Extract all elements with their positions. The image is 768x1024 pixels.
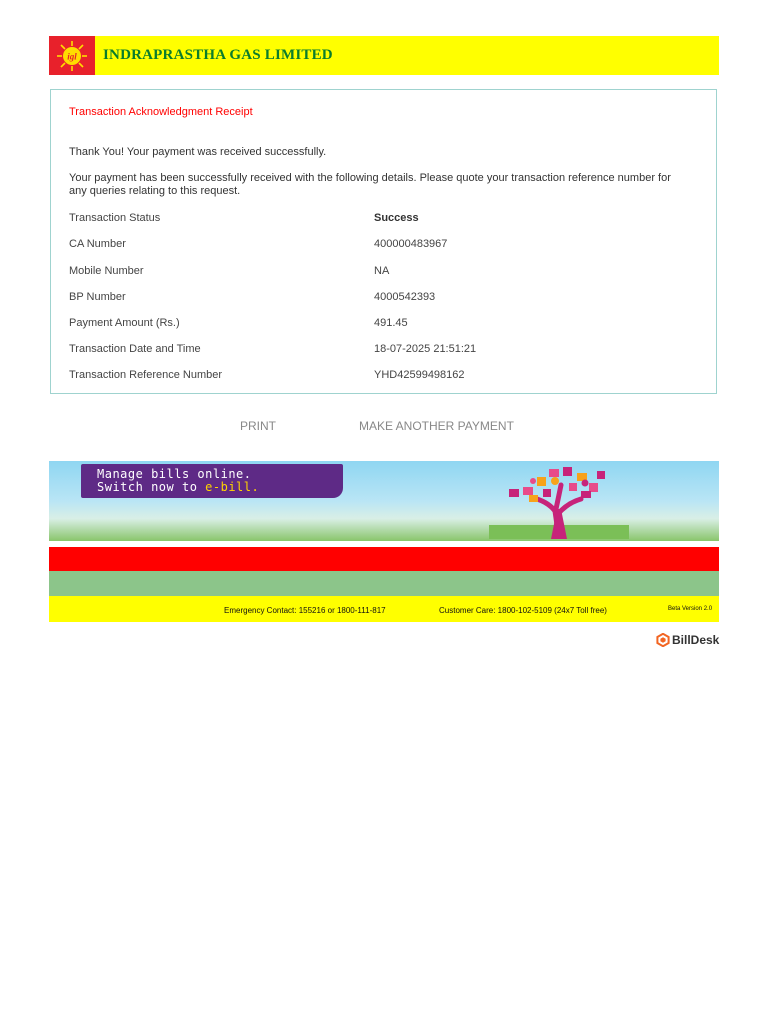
igl-logo bbox=[49, 36, 95, 75]
billdesk-text: BillDesk bbox=[672, 633, 720, 647]
footer-red-band bbox=[49, 547, 719, 571]
transaction-status-value: Success bbox=[374, 212, 419, 224]
svg-text:igl: igl bbox=[67, 51, 77, 61]
igl-logo-icon bbox=[56, 40, 88, 72]
receipt-title: Transaction Acknowledgment Receipt bbox=[69, 106, 253, 118]
thank-you-message: Thank You! Your payment was received successfully. bbox=[69, 146, 327, 158]
version-label: Beta Version 2.0 bbox=[668, 606, 713, 612]
billdesk-hex-icon bbox=[656, 633, 670, 647]
site-header bbox=[49, 36, 719, 75]
payment-amount-label: Payment Amount (Rs.) bbox=[69, 317, 180, 329]
receipt-info-text bbox=[69, 172, 699, 198]
customer-care: Customer Care: 1800-102-5109 (24x7 Toll free) bbox=[439, 606, 607, 615]
transaction-date-value: 18-07-2025 21:51:21 bbox=[374, 343, 477, 355]
bp-number-label: BP Number bbox=[69, 291, 126, 303]
payment-amount-value: 491.45 bbox=[374, 317, 408, 329]
banner-line-1: Manage bills online. bbox=[97, 467, 252, 481]
banner-message bbox=[81, 464, 343, 498]
ca-number-value: 400000483967 bbox=[374, 238, 448, 250]
ebill-banner[interactable] bbox=[49, 461, 719, 541]
bill-tree-illustration bbox=[489, 463, 629, 539]
transaction-status-label: Transaction Status bbox=[69, 212, 161, 224]
footer-green-band bbox=[49, 571, 719, 596]
transaction-date-label: Transaction Date and Time bbox=[69, 343, 201, 355]
billdesk-logo bbox=[656, 633, 719, 647]
ca-number-label: CA Number bbox=[69, 238, 126, 250]
make-another-payment-button[interactable]: MAKE ANOTHER PAYMENT bbox=[359, 419, 514, 433]
receipt-panel bbox=[50, 89, 717, 394]
transaction-reference-label: Transaction Reference Number bbox=[69, 369, 223, 381]
mobile-number-label: Mobile Number bbox=[69, 265, 144, 277]
emergency-contact: Emergency Contact: 155216 or 1800-111-817 bbox=[224, 606, 386, 615]
info-line-2: any queries relating to this request. bbox=[69, 185, 241, 197]
print-button[interactable]: PRINT bbox=[240, 419, 276, 433]
bp-number-value: 4000542393 bbox=[374, 291, 436, 303]
transaction-reference-value: YHD42599498162 bbox=[374, 369, 465, 381]
info-line-1: Your payment has been successfully received with the following details. Please quote your transaction reference number for bbox=[69, 172, 671, 184]
banner-line-2-prefix: Switch now to bbox=[97, 480, 206, 494]
mobile-number-value: NA bbox=[374, 265, 390, 277]
company-name: INDRAPRASTHA GAS LIMITED bbox=[103, 47, 333, 63]
banner-line-2-highlight: e-bill. bbox=[205, 480, 260, 494]
